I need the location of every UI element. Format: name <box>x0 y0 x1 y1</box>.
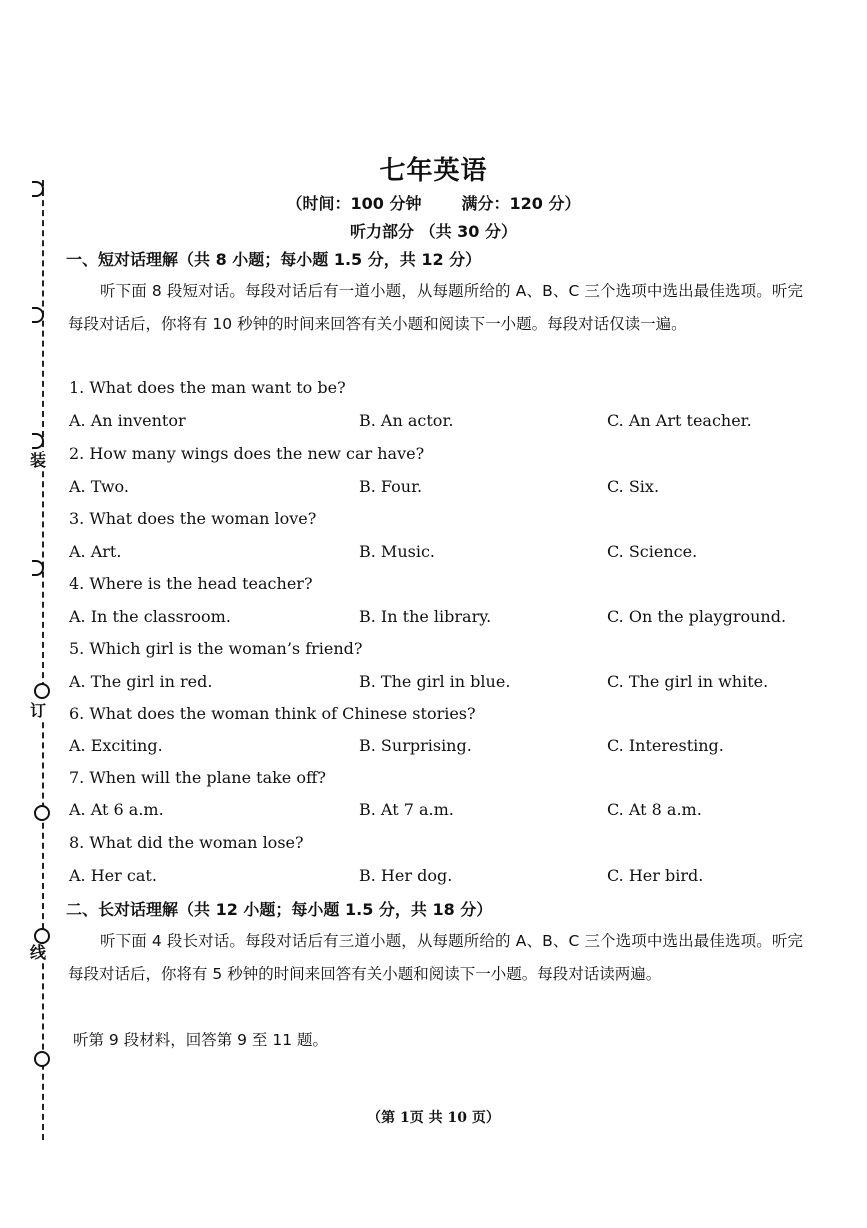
option-2c: C. Six. <box>607 477 660 496</box>
option-6b: B. Surprising. <box>359 736 472 755</box>
option-1a: A. An inventor <box>69 411 186 430</box>
option-2b: B. Four. <box>359 477 423 496</box>
binding-dashed-line <box>42 180 44 1140</box>
binding-circle <box>34 805 50 821</box>
binding-char-zhuang: 装 <box>30 451 47 470</box>
section-1-heading: 一、短对话理解（共 8 小题；每小题 1.5 分，共 12 分） <box>66 250 482 269</box>
option-6c: C. Interesting. <box>607 736 724 755</box>
option-7a: A. At 6 a.m. <box>69 800 164 819</box>
option-7c: C. At 8 a.m. <box>607 800 702 819</box>
section-2-note: 听第 9 段材料，回答第 9 至 11 题。 <box>73 1031 329 1049</box>
question-1: 1. What does the man want to be? <box>69 378 346 397</box>
binding-char-xian: 线 <box>30 943 47 962</box>
exam-info <box>0 191 867 214</box>
exam-title: 七年英语 <box>379 156 488 186</box>
question-7: 7. When will the plane take off? <box>69 768 326 787</box>
option-3a: A. Art. <box>69 542 122 561</box>
binding-char-ding: 订 <box>30 701 47 720</box>
option-1b: B. An actor. <box>359 411 454 430</box>
option-8b: B. Her dog. <box>359 866 453 885</box>
option-4b: B. In the library. <box>359 607 492 626</box>
section-2-heading: 二、长对话理解（共 12 小题；每小题 1.5 分，共 18 分） <box>66 900 493 919</box>
question-4: 4. Where is the head teacher? <box>69 574 313 593</box>
option-8a: A. Her cat. <box>69 866 157 885</box>
option-1c: C. An Art teacher. <box>607 411 752 430</box>
exam-score: 满分：120 分） <box>461 194 581 213</box>
option-3c: C. Science. <box>607 542 698 561</box>
binding-circle <box>34 928 50 944</box>
question-8: 8. What did the woman lose? <box>69 833 304 852</box>
binding-circle <box>34 683 50 699</box>
exam-time: （时间：100 分钟 <box>286 194 422 213</box>
section-2-instruction: 听下面 4 段长对话。每段对话后有三道小题，从每题所给的 A、B、C 三个选项中选出最佳选项。听完每段对话后，你将有 5 秒钟的时间来回答有关小题和阅读下一小题。每段对话读两遍。 <box>68 932 803 983</box>
option-5b: B. The girl in blue. <box>359 672 511 691</box>
question-6: 6. What does the woman think of Chinese stories? <box>69 704 476 723</box>
option-8c: C. Her bird. <box>607 866 704 885</box>
option-4a: A. In the classroom. <box>69 607 231 626</box>
binding-circle <box>34 1051 50 1067</box>
option-7b: B. At 7 a.m. <box>359 800 454 819</box>
question-3: 3. What does the woman love? <box>69 509 317 528</box>
page-footer: （第 1页 共 10 页） <box>367 1110 500 1126</box>
option-2a: A. Two. <box>69 477 129 496</box>
option-6a: A. Exciting. <box>69 736 163 755</box>
option-3b: B. Music. <box>359 542 435 561</box>
option-5c: C. The girl in white. <box>607 672 769 691</box>
part-title: 听力部分 （共 30 分） <box>350 222 517 241</box>
option-5a: A. The girl in red. <box>69 672 213 691</box>
question-2: 2. How many wings does the new car have? <box>69 444 425 463</box>
option-4c: C. On the playground. <box>607 607 787 626</box>
section-1-instruction: 听下面 8 段短对话。每段对话后有一道小题，从每题所给的 A、B、C 三个选项中选出最佳选项。听完每段对话后，你将有 10 秒钟的时间来回答有关小题和阅读下一小题。每段对话仅读一遍。 <box>68 282 803 333</box>
question-5: 5. Which girl is the woman’s friend? <box>69 639 363 658</box>
